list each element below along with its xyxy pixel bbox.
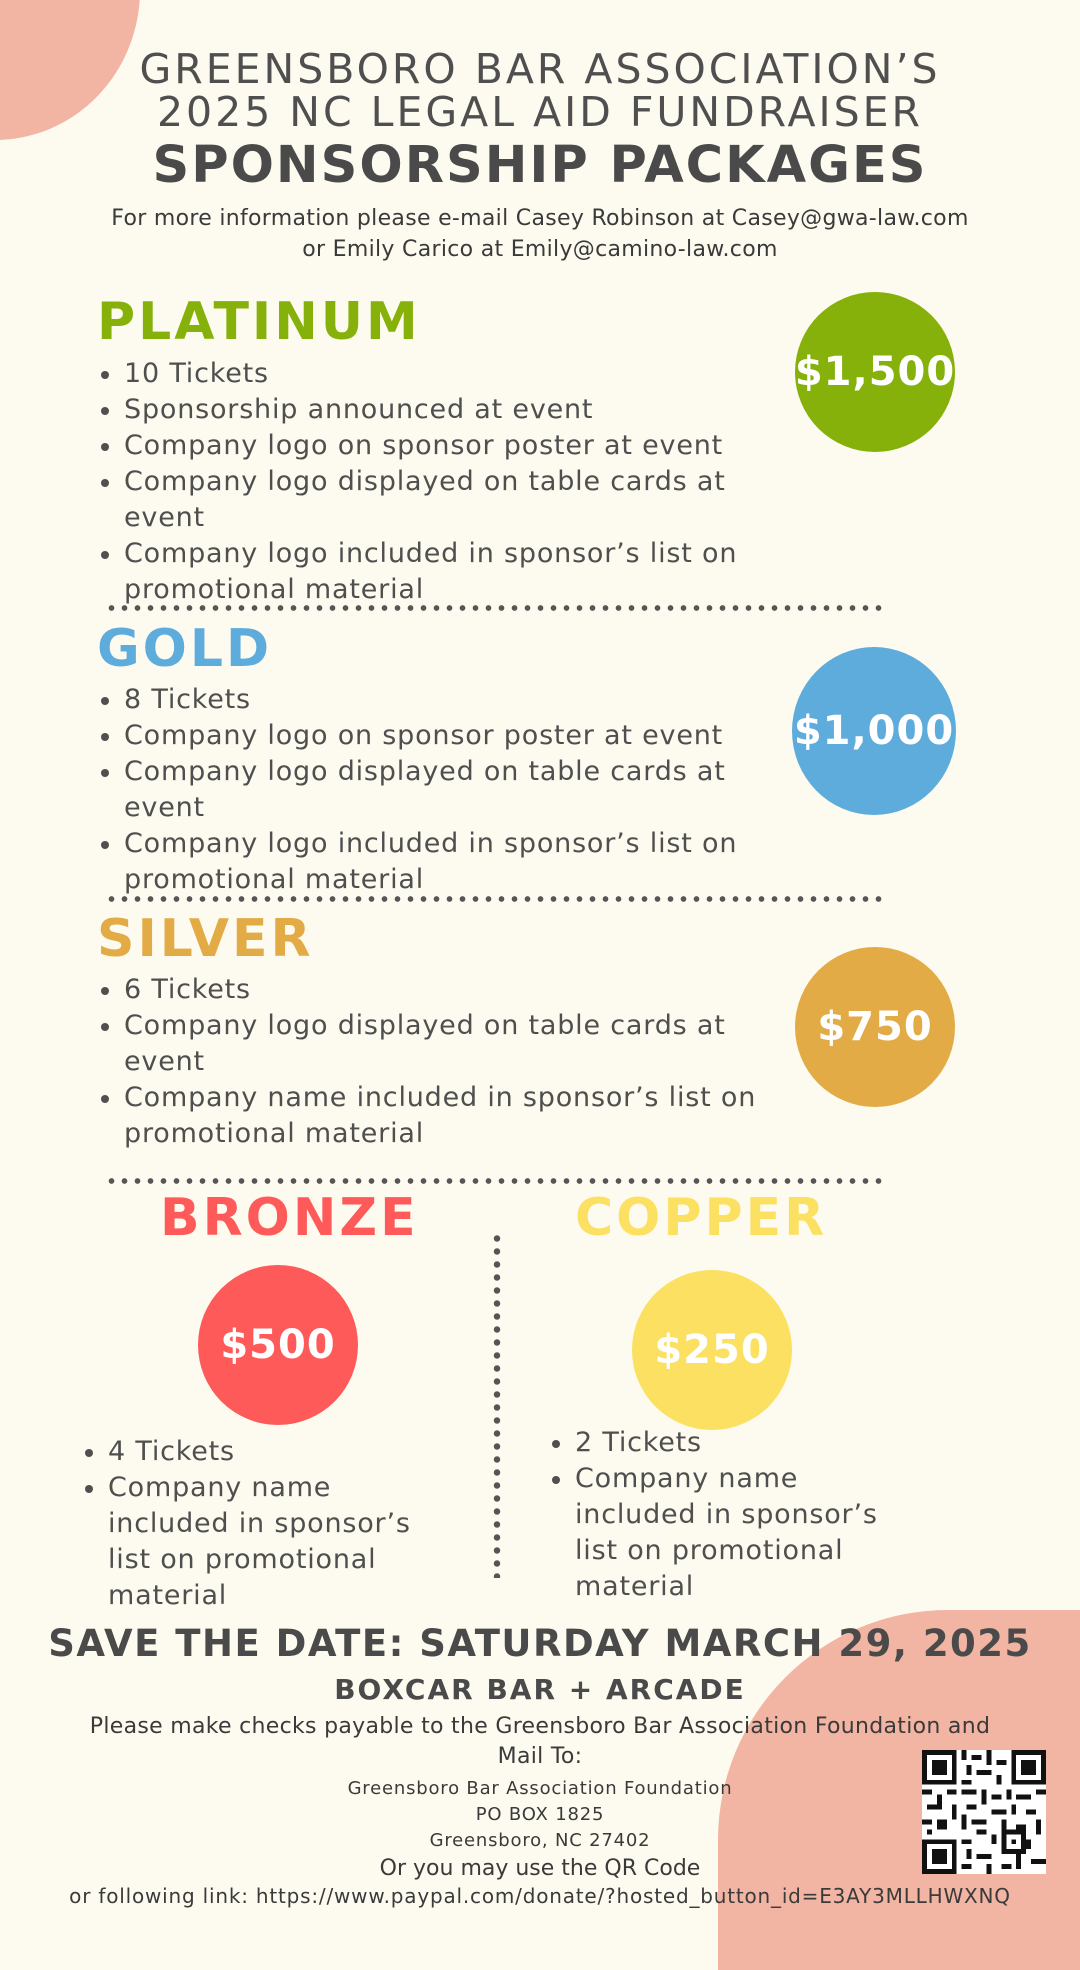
contact-info [0,203,1080,265]
divider [105,605,885,611]
qr-code[interactable] [922,1750,1046,1874]
feature-list-copper [548,1425,908,1605]
donation-link[interactable]: or following link: https://www.paypal.com/donate/?hosted_button_id=E3AY3MLLHWXNQ [69,1884,1011,1908]
address-line3: Greensboro, NC 27402 [429,1830,651,1851]
feature-list-gold [97,682,777,898]
feature-item: Company logo on sponsor poster at event [97,718,777,754]
tier-title-silver: SILVER [97,909,314,969]
feature-item: Company logo displayed on table cards at event [97,464,777,536]
feature-item: Sponsorship announced at event [97,392,777,428]
payment-instructions-line1: Please make checks payable to the Greensboro Bar Association Foundation and [89,1714,991,1739]
price-badge-silver: $750 [795,947,955,1107]
qr-instructions: Or you may use the QR Code [379,1856,701,1881]
feature-item: Company logo on sponsor poster at event [97,428,777,464]
feature-item: Company name included in sponsor’s list on promotional material [97,1080,797,1152]
mailing-address [0,1776,1080,1854]
payment-instructions [0,1712,1080,1772]
price-badge-copper: $250 [632,1270,792,1430]
address-line1: Greensboro Bar Association Foundation [347,1778,733,1799]
feature-item: Company logo displayed on table cards at event [97,754,777,826]
feature-item: 4 Tickets [81,1434,441,1470]
event-title-line2: 2025 NC LEGAL AID FUNDRAISER [156,88,924,136]
tier-title-bronze: BRONZE [160,1188,419,1248]
divider [105,1178,885,1184]
feature-list-bronze [81,1434,441,1614]
feature-item: 10 Tickets [97,356,777,392]
venue-name: BOXCAR BAR + ARCADE [334,1673,746,1706]
tier-title-copper: COPPER [575,1188,828,1248]
feature-item: 8 Tickets [97,682,777,718]
feature-item: 2 Tickets [548,1425,908,1461]
feature-item: 6 Tickets [97,972,797,1008]
contact-info-line1: For more information please e-mail Casey Robinson at Casey@gwa-law.com [111,206,969,231]
feature-item: Company logo displayed on table cards at event [97,1008,797,1080]
price-badge-bronze: $500 [198,1265,358,1425]
event-title-line1: GREENSBORO BAR ASSOCIATION’S [139,45,941,93]
feature-item: Company logo included in sponsor’s list on promotional material [97,826,777,898]
payment-instructions-line2: Mail To: [497,1744,583,1769]
feature-item: Company logo included in sponsor’s list on promotional material [97,536,777,608]
tier-title-gold: GOLD [97,619,273,679]
vertical-divider [493,1232,501,1578]
price-badge-platinum: $1,500 [795,292,955,452]
contact-info-line2: or Emily Carico at Emily@camino-law.com [302,237,778,262]
address-line2: PO BOX 1825 [475,1804,605,1825]
feature-item: Company name included in sponsor’s list on promotional material [548,1461,908,1605]
feature-item: Company name included in sponsor’s list on promotional material [81,1470,441,1614]
divider [105,896,885,902]
price-badge-gold: $1,000 [792,647,956,815]
save-the-date: SAVE THE DATE: SATURDAY MARCH 29, 2025 [48,1622,1032,1665]
feature-list-silver [97,972,797,1152]
tier-title-platinum: PLATINUM [97,292,421,352]
event-title [0,45,1080,136]
page-title: SPONSORSHIP PACKAGES [152,136,928,195]
feature-list-platinum [97,356,777,608]
